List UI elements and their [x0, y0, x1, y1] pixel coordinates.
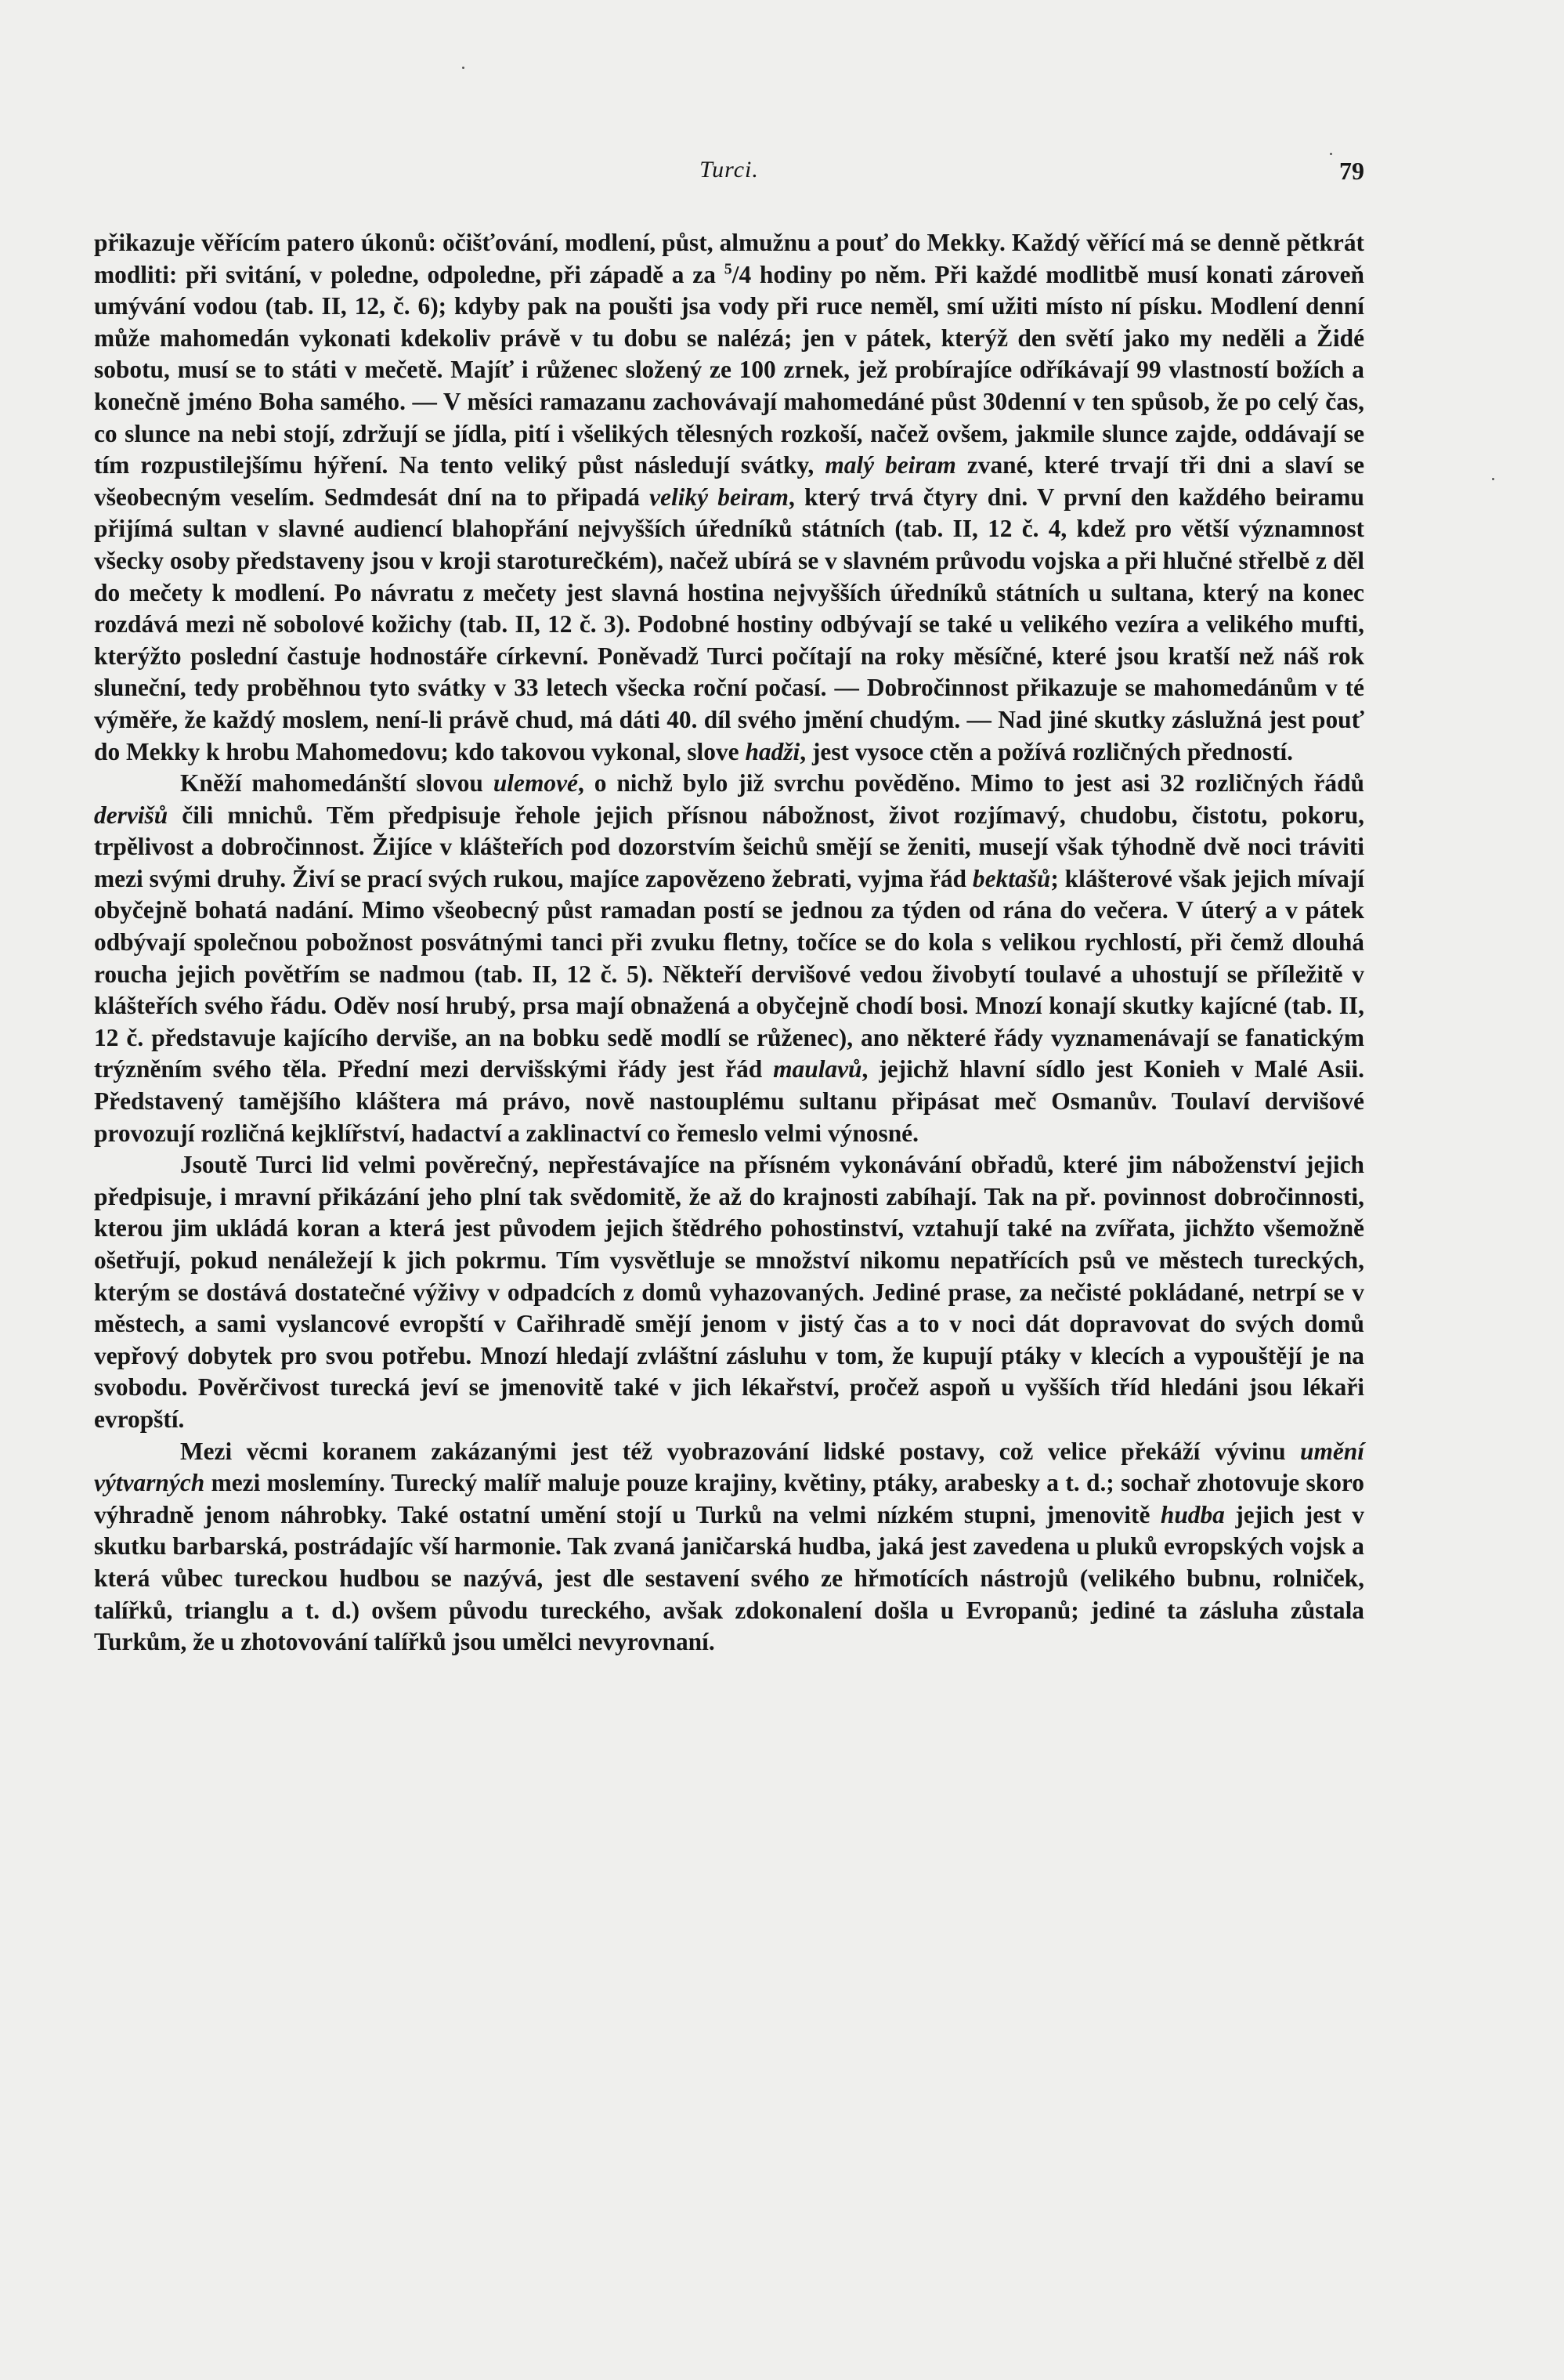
italic-term: maulavů: [773, 1055, 862, 1083]
paper-speck: [1492, 478, 1494, 480]
paragraph: [94, 1436, 1364, 1658]
italic-term: malý beiram: [825, 451, 956, 479]
paragraph: [94, 768, 1364, 1149]
italic-term: hudba: [1160, 1500, 1225, 1528]
italic-term: umění výtvarných: [94, 1437, 1364, 1497]
text-run: jejich jest v skutku barbarská, postrádajíc vší harmonie. Tak zvaná janičarská hudba, jaká jest zavedena u pluků evropských vojsk a která vůbec tureckou hudbou se nazývá, jest dle sestavení svého ze hřmotících nástrojů (velikého bubnu, rolniček, talířků, trianglu a t. d.) ovšem původu tureckého, avšak zdokonalení došla u Evropanů; jediné ta zásluha zůstala Turkům, že u zhotovování talířků jsou umělci nevyrovnaní.: [94, 1500, 1364, 1656]
text-run: Kněží mahomedánští slovou: [180, 769, 493, 798]
running-head: [94, 157, 1364, 204]
paragraph: [94, 1149, 1364, 1435]
text-run: zvané, které trvají tři dni a slaví se všeobecným veselím. Sedmdesát dní na to připadá: [94, 451, 1365, 511]
text-run: , který trvá čtyry dni. V první den každého beiramu přijímá sultan v slavné audiencí blahopřání nejvyšších úředníků státních (tab. II, 12 č. 4, kdež pro větší významnost všecky osoby představeny jsou v kroji staroturečkém), načež ubírá se v slavném průvodu vojska a při hlučné střelbě z děl do mečety k modlení. Po návratu z mečety jest slavná hostina nejvyšších úředníků státních u sultana, který na konec rozdává mezi ně sobolové kožichy (tab. II, 12 č. 3). Podobné hostiny odbývají se také u velikého vezíra a velikého mufti, kterýžto poslední častuje hodnostáře církevní. Poněvadž Turci počítají na roky měsíčné, které jsou kratší než náš rok sluneční, tedy proběhnou tyto svátky v 33 letech všecka roční počasí. — Dobročinnost přikazuje se mahomedánům v té výměře, že každý moslem, není-li právě chud, má dáti 40. díl svého jmění chudým. — Nad jiné skutky záslužná jest pouť do Mekky k hrobu Mahomedovu; kdo takovou vykonal, slove: [94, 483, 1364, 765]
text-run: čili mnichů. Těm předpisuje řehole jejich přísnou nábožnost, život rozjímavý, chudobu, čistotu, pokoru, trpělivost a dobročinnost. Žijíce v klášteřích pod dozorstvím šeichů smějí se ženiti, musejí však týhodně dvě noci tráviti mezi svými druhy. Živí se prací svých rukou, majíce zapovězeno žebrati, vyjma řád: [94, 801, 1364, 892]
text-run: přikazuje věřícím patero úkonů: očišťování, modlení, půst, almužnu a pouť do Mekky. Každý věřící má se denně pětkrát modliti: při svitání, v poledne, odpoledne, při západě a za: [94, 229, 1364, 288]
italic-term: veliký beiram: [649, 483, 789, 511]
superscript: 5: [724, 260, 732, 278]
text-run: mezi moslemíny. Turecký malíř maluje pouze krajiny, květiny, ptáky, arabesky a t. d.; sochař zhotovuje skoro výhradně jenom náhrobky. Také ostatní umění stojí u Turků na velmi nízkém stupni, jmenovitě: [94, 1469, 1364, 1528]
body-text: [94, 227, 1364, 1658]
text-run: Mezi věcmi koranem zakázanými jest též vyobrazování lidské postavy, což velice překáží vývinu: [180, 1437, 1300, 1465]
italic-term: hadži: [745, 737, 800, 765]
page-number: 79: [1339, 157, 1364, 185]
italic-term: ulemové: [493, 769, 578, 798]
paper-speck: [462, 67, 464, 69]
paragraph: [94, 227, 1364, 768]
text-run: , jest vysoce ctěn a požívá rozličných předností.: [800, 737, 1294, 765]
text-run: /4 hodiny po něm. Při každé modlitbě musí konati zároveň umývání vodou (tab. II, 12, č. 6); kdyby pak na poušti jsa vody při ruce neměl, smí užiti místo ní písku. Modlení denní může mahomedán vykonati kdekoliv právě v tu dobu se nalézá; jen v pátek, kterýž den světí jako my neděli a Židé sobotu, musí se to státi v mečetě. Majíť i růženec složený ze 100 zrnek, jež probírajíce odříkávají 99 vlastností božích a konečně jméno Boha samého. — V měsíci ramazanu zachovávají mahomedáné půst 30denní v ten spůsob, že po celý čas, co slunce na nebi stojí, zdržují se jídla, pití i všelikých tělesných rozkoší, načež ovšem, jakmile slunce zajde, oddávají se tím rozpustilejšímu hýření. Na tento veliký půst následují svátky,: [94, 260, 1365, 479]
text-run: , jejichž hlavní sídlo jest Konieh v Malé Asii. Představený tamějšího kláštera má právo, nově nastouplému sultanu připásat meč Osmanův. Toulaví dervišové provozují rozličná kejklířství, hadactví a zaklinactví co řemeslo velmi výnosné.: [94, 1055, 1364, 1147]
running-title: Turci.: [699, 157, 759, 183]
italic-term: bektašů: [972, 864, 1051, 892]
text-run: Jsoutě Turci lid velmi pověrečný, nepřestávajíce na přísném vykonávání obřadů, které jim náboženství jejich předpisuje, i mravní přikázání jeho plní tak svědomitě, že až do krajnosti zabíhají. Tak na př. povinnost dobročinnosti, kterou jim ukládá koran a která jest původem jejich štědrého pohostinství, vztahují také na zvířata, jichžto všemožně ošetřují, pokud nenáležejí k jich pokrmu. Tím vysvětluje se množství nikomu nepatřících psů ve městech tureckých, kterým se dostává dostatečné výživy v odpadcích z domů vyhazovaných. Jediné prase, za nečisté pokládané, netrpí se v městech, a sami vyslancové evropští v Cařihradě smějí jenom v jistý čas a to v noci dát dopravovat do svých domů vepřový dobytek pro svou potřebu. Mnozí hledají zvláštní zásluhu v tom, že kupují ptáky v klecích a vypouštějí je na svobodu. Pověrčivost turecká jeví se jmenovitě také v jich lékařství, pročež aspoň u vyšších tříd hledáni jsou lékaři evropští.: [94, 1151, 1364, 1433]
text-run: , o nichž bylo již svrchu pověděno. Mimo to jest asi 32 rozličných řádů: [577, 769, 1364, 798]
italic-term: dervišů: [94, 801, 168, 829]
text-run: ; klášterové však jejich mívají obyčejně bohatá nadání. Mimo všeobecný půst ramadan postí se jednou za týden od rána do večera. V úterý a v pátek odbývají společnou pobožnost posvátnými tanci při zvuku fletny, točíce se do kola s velikou rychlostí, při čemž dlouhá roucha jejich povětřím se nadmou (tab. II, 12 č. 5). Někteří dervišové vedou živobytí toulavé a uhostují se příležitě v klášteřích svého řádu. Oděv nosí hrubý, prsa mají obnažená a obyčejně chodí bosi. Mnozí konají skutky kajícné (tab. II, 12 č. představuje kajícího derviše, an na bobku sedě modlí se růženec), ano některé řády vyznamenávají se fanatickým trýzněním svého těla. Přední mezi dervišskými řády jest řád: [94, 864, 1364, 1083]
paper-speck: [1330, 153, 1332, 155]
